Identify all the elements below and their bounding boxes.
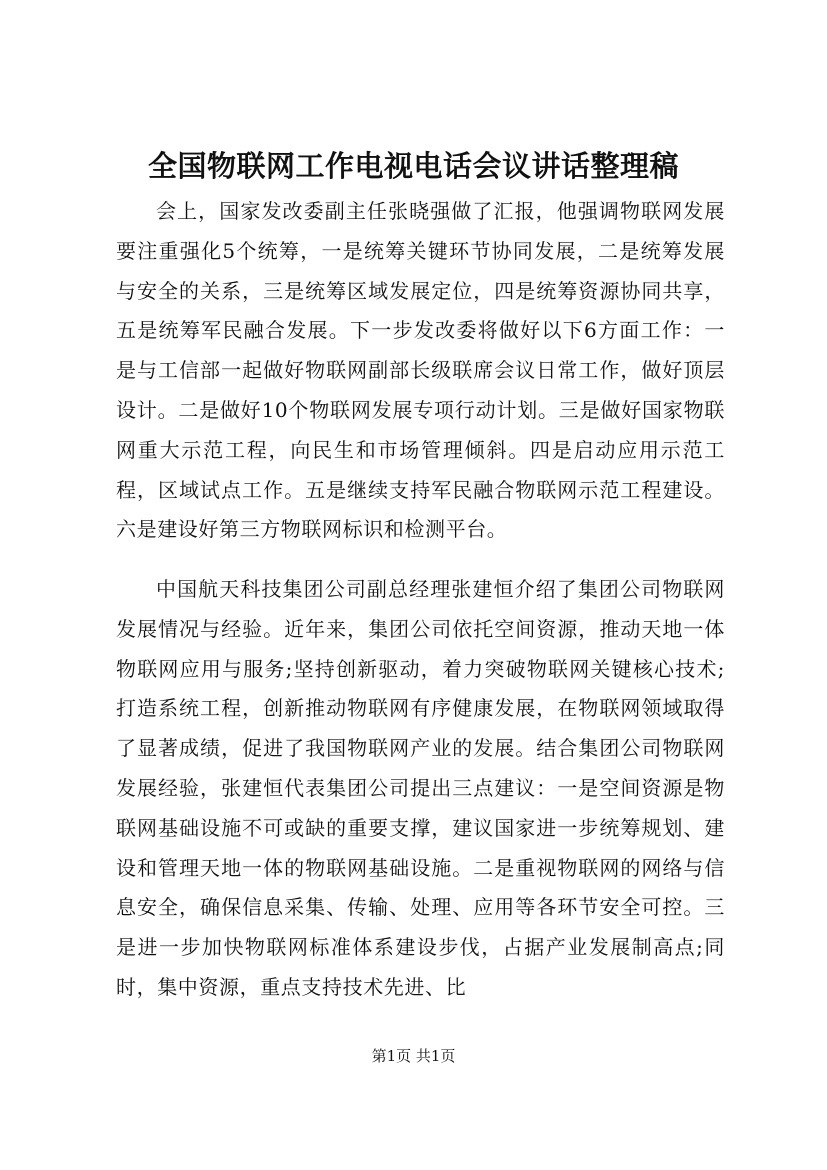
body-paragraph: 中国航天科技集团公司副总经理张建恒介绍了集团公司物联网发展情况与经验。近年来，集团公司依托空间资源，推动天地一体物联网应用与服务;坚持创新驱动，着力突破物联网关键核心技术;打造系统工程，创新推动物联网有序健康发展，在物联网领域取得了显著成绩，促进了我国物联网产业的发展。结合集团公司物联网发展经验，张建恒代表集团公司提出三点建议：一是空间资源是物联网基础设施不可或缺的重要支撑，建议国家进一步统筹规划、建设和管理天地一体的物联网基础设施。二是重视物联网的网络与信息安全，确保信息采集、传输、处理、应用等各环节安全可控。三是进一步加快物联网标准体系建设步伐，占据产业发展制高点;同时，集中资源，重点支持技术先进、比 <box>116 577 725 999</box>
body-paragraph: 会上，国家发改委副主任张晓强做了汇报，他强调物联网发展要注重强化5个统筹，一是统筹关键环节协同发展，二是统筹发展与安全的关系，三是统筹区域发展定位，四是统筹资源协同共享，五是统筹军民融合发展。下一步发改委将做好以下6方面工作：一是与工信部一起做好物联网副部长级联席会议日常工作，做好顶层设计。二是做好10个物联网发展专项行动计划。三是做好国家物联网重大示范工程，向民生和市场管理倾斜。四是启动应用示范工程，区域试点工作。五是继续支持军民融合物联网示范工程建设。六是建设好第三方物联网标识和检测平台。 <box>116 199 725 542</box>
page-title: 全国物联网工作电视电话会议讲话整理稿 <box>147 149 679 183</box>
page-number-footer: 第1页 共1页 <box>371 1047 456 1065</box>
